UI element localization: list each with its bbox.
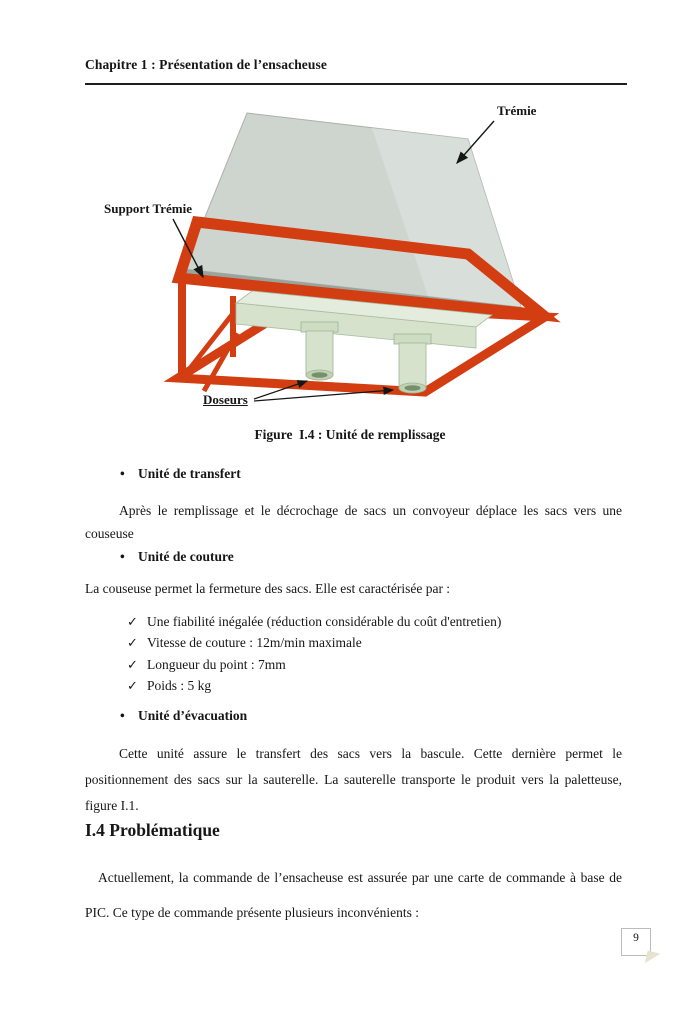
page-number: 9: [633, 932, 639, 944]
figure-label-support-tremie: Support Trémie: [104, 201, 192, 216]
paragraph-couture: La couseuse permet la fermeture des sacs. Elle est caractérisée par :: [85, 581, 451, 596]
bullet-unite-evacuation: [120, 708, 247, 724]
machine-drawing: [0, 95, 700, 425]
figure-unite-remplissage: [0, 95, 700, 425]
chapter-header: [85, 57, 327, 73]
check-icon: ✓: [127, 614, 138, 629]
couseuse-feature-list: [127, 611, 607, 696]
list-item: [127, 654, 607, 675]
doseur-right-flange: [394, 334, 431, 344]
heading-problematique: I.4 Problématique: [85, 820, 220, 840]
paragraph-evacuation: Cette unité assure le transfert des sacs vers la bascule. Cette dernière permet le positionnement des sacs sur la sauterelle. La sauterelle transporte le produit vers la paletteuse, figure I.1.: [85, 746, 622, 813]
bullet-unite-evacuation-label: Unité d’évacuation: [138, 708, 248, 723]
bullet-unite-couture: [120, 549, 234, 565]
page-number-box: [621, 928, 651, 956]
paragraph-transfert: Après le remplissage et le décrochage de sacs un convoyeur déplace les sacs vers une couseuse: [85, 503, 622, 541]
bullet-unite-transfert-label: Unité de transfert: [138, 466, 241, 481]
check-icon: ✓: [127, 677, 138, 693]
check-item-text: Poids : 5 kg: [147, 677, 212, 693]
check-item-text: Vitesse de couture : 12m/min maximale: [147, 635, 362, 651]
figure-caption: Figure I.4 : Unité de remplissage: [254, 427, 446, 442]
list-item: [127, 632, 607, 653]
paragraph-problematique: Actuellement, la commande de l’ensacheuse est assurée par une carte de commande à base de PIC. Ce type de commande présente plusieurs inconvénients :: [85, 870, 622, 920]
bullet-icon: •: [120, 549, 125, 564]
check-item-text: Une fiabilité inégalée (réduction considérable du coût d'entretien): [147, 614, 502, 629]
bullet-unite-transfert: [120, 466, 241, 482]
list-item: [127, 675, 607, 696]
page-curl-icon: [645, 951, 661, 967]
check-icon: ✓: [127, 635, 138, 651]
bullet-icon: •: [120, 708, 125, 723]
bullet-icon: •: [120, 466, 125, 481]
figure-label-doseurs: Doseurs: [203, 392, 248, 407]
chapter-title: Chapitre 1 : Présentation de l’ensacheuse: [85, 57, 327, 72]
list-item: [127, 611, 607, 632]
check-item-text: Longueur du point : 7mm: [147, 656, 286, 672]
header-rule: [85, 83, 627, 85]
figure-label-tremie: Trémie: [497, 103, 537, 118]
doseur-right-bore: [405, 385, 421, 391]
check-icon: ✓: [127, 656, 138, 672]
doseur-left-bore: [312, 372, 328, 378]
bullet-unite-couture-label: Unité de couture: [138, 549, 234, 564]
doseur-left-flange: [301, 322, 338, 332]
